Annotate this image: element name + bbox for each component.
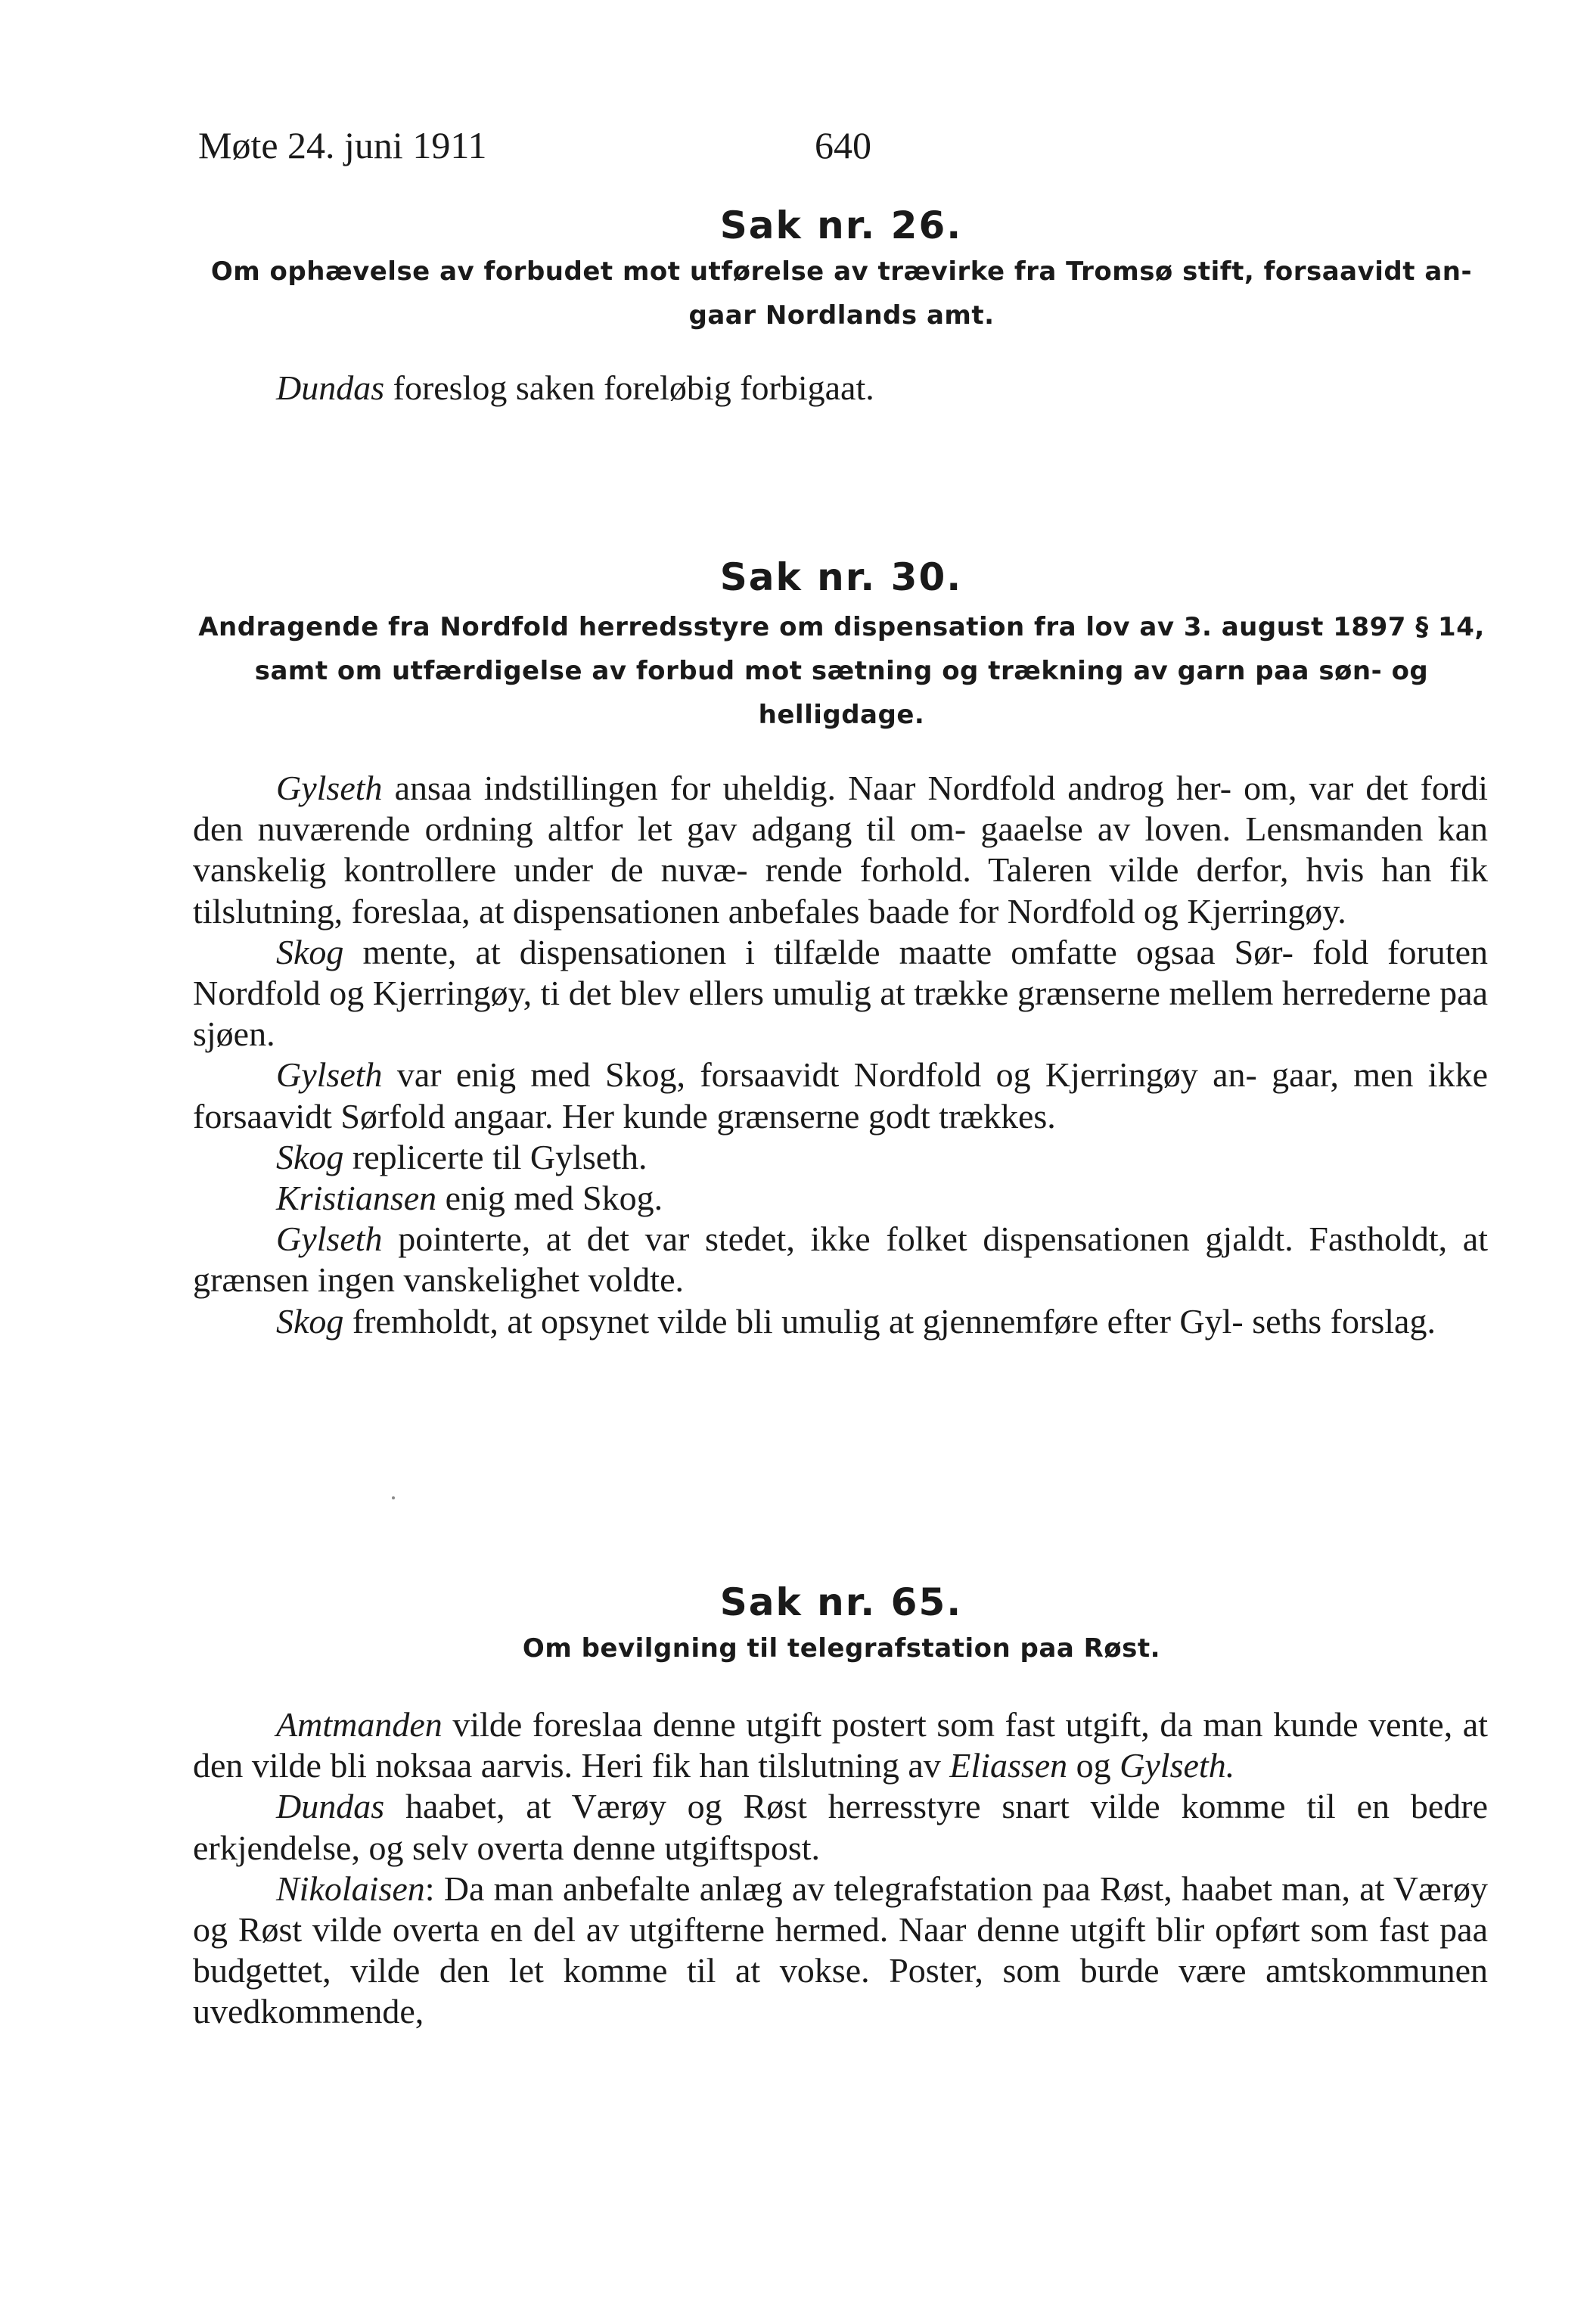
speaker-name: Dundas	[276, 368, 385, 407]
case-title-line: Om ophævelse av forbudet mot utførelse av trævirke fra Tromsø stift, forsaavidt an-	[210, 256, 1473, 287]
case-65-body	[193, 1704, 1488, 2033]
speech-text: fremholdt, at opsynet vilde bli umulig at gjennemføre efter Gyl- seths forslag.	[343, 1301, 1436, 1341]
speech-paragraph	[193, 1786, 1488, 1868]
speech-paragraph	[193, 1869, 1488, 2033]
case-title-line: gaar Nordlands amt.	[688, 300, 995, 331]
meeting-date: Møte 24. juni 1911	[198, 124, 487, 166]
speech-paragraph	[193, 1137, 1488, 1178]
page-number: 640	[815, 124, 871, 166]
speaker-name: Gylseth	[276, 1055, 383, 1095]
case-title-line: Om bevilgning til telegrafstation paa Røst.	[522, 1633, 1161, 1664]
speech-text: pointerte, at det var stedet, ikke folket dispensationen gjaldt. Fastholdt, at grænsen ingen vanskelighet voldte.	[193, 1219, 1488, 1300]
speech-text: replicerte til Gylseth.	[343, 1137, 647, 1176]
speaker-name: Eliassen	[949, 1746, 1068, 1785]
case-title-line: samt om utfærdigelse av forbud mot sætning og trækning av garn paa søn- og	[254, 656, 1429, 686]
speech-text: foreslog saken foreløbig forbigaat.	[384, 368, 874, 407]
case-title-30	[193, 605, 1490, 737]
speech-paragraph	[193, 1055, 1488, 1136]
speech-text: og	[1067, 1746, 1120, 1785]
speaker-name: Gylseth	[276, 769, 383, 807]
speaker-name: Skog	[276, 932, 344, 971]
speaker-name: Skog	[276, 1137, 344, 1176]
speaker-name: Amtmanden	[276, 1705, 443, 1744]
speech-text: var enig med Skog, forsaavidt Nordfold og Kjerringøy an- gaar, men ikke forsaavidt Sørfold angaar. Her kunde grænserne godt trækkes.	[193, 1055, 1488, 1136]
speech-text: haabet, at Værøy og Røst herresstyre snart vilde komme til en bedre erkjendelse, og selv overta denne utgiftspost.	[193, 1787, 1488, 1867]
case-title-26	[193, 250, 1490, 337]
case-title-line: helligdage.	[758, 700, 925, 730]
speech-paragraph	[193, 932, 1488, 1055]
speech-text: enig med Skog.	[436, 1179, 663, 1218]
speech-text: mente, at dispensationen i tilfælde maatte omfatte ogsaa Sør- fold foruten Nordfold og Kjerringøy, ti det blev ellers umulig at trække grænserne mellem herrederne paa sjøen.	[193, 932, 1488, 1054]
speaker-name: Kristiansen	[276, 1179, 437, 1218]
speaker-name: Nikolaisen	[276, 1869, 425, 1908]
case-title-65	[193, 1626, 1490, 1670]
speech-text: ansaa indstillingen for uheldig. Naar Nordfold androg her- om, var det fordi den nuværende ordning altfor let gav adgang til om- gaaelse av loven. Lensmanden kan vanskelig kontrollere under de nuvæ- rende forhold. Taleren vilde derfor, hvis han fik tilslutning, foreslaa, at dispensationen anbefales baade for Nordfold og Kjerringøy.	[193, 769, 1488, 931]
speech-paragraph	[193, 368, 1488, 409]
speech-paragraph	[193, 1301, 1488, 1342]
case-heading-30: Sak nr. 30.	[719, 555, 963, 599]
print-speck	[392, 1496, 395, 1499]
speech-paragraph	[193, 1219, 1488, 1300]
speaker-name: Skog	[276, 1301, 344, 1341]
speaker-name: Dundas	[276, 1787, 385, 1826]
case-heading-65: Sak nr. 65.	[719, 1580, 963, 1624]
speech-text: : Da man anbefalte anlæg av telegrafstation paa Røst, haabet man, at Værøy og Røst vilde overta en del av utgifterne hermed. Naar denne utgift blir opført som fast paa budgettet, vilde den let komme til at vokse. Poster, som burde være amtskommunen uvedkommende,	[193, 1869, 1488, 2031]
case-26-body	[193, 368, 1488, 409]
speech-paragraph	[193, 768, 1488, 932]
speaker-name: Gylseth	[276, 1219, 383, 1259]
case-30-body	[193, 768, 1488, 1342]
speech-paragraph	[193, 1704, 1488, 1786]
speech-text: vilde foreslaa denne utgift postert som fast utgift, da man kunde vente, at den vilde bli noksaa aarvis. Heri fik han tilslutning av	[193, 1705, 1488, 1785]
case-title-line: Andragende fra Nordfold herredsstyre om dispensation fra lov av 3. august 1897 § 14,	[198, 612, 1485, 642]
case-heading-26: Sak nr. 26.	[719, 204, 963, 247]
speaker-name: Gylseth.	[1120, 1746, 1235, 1785]
speech-paragraph	[193, 1178, 1488, 1219]
